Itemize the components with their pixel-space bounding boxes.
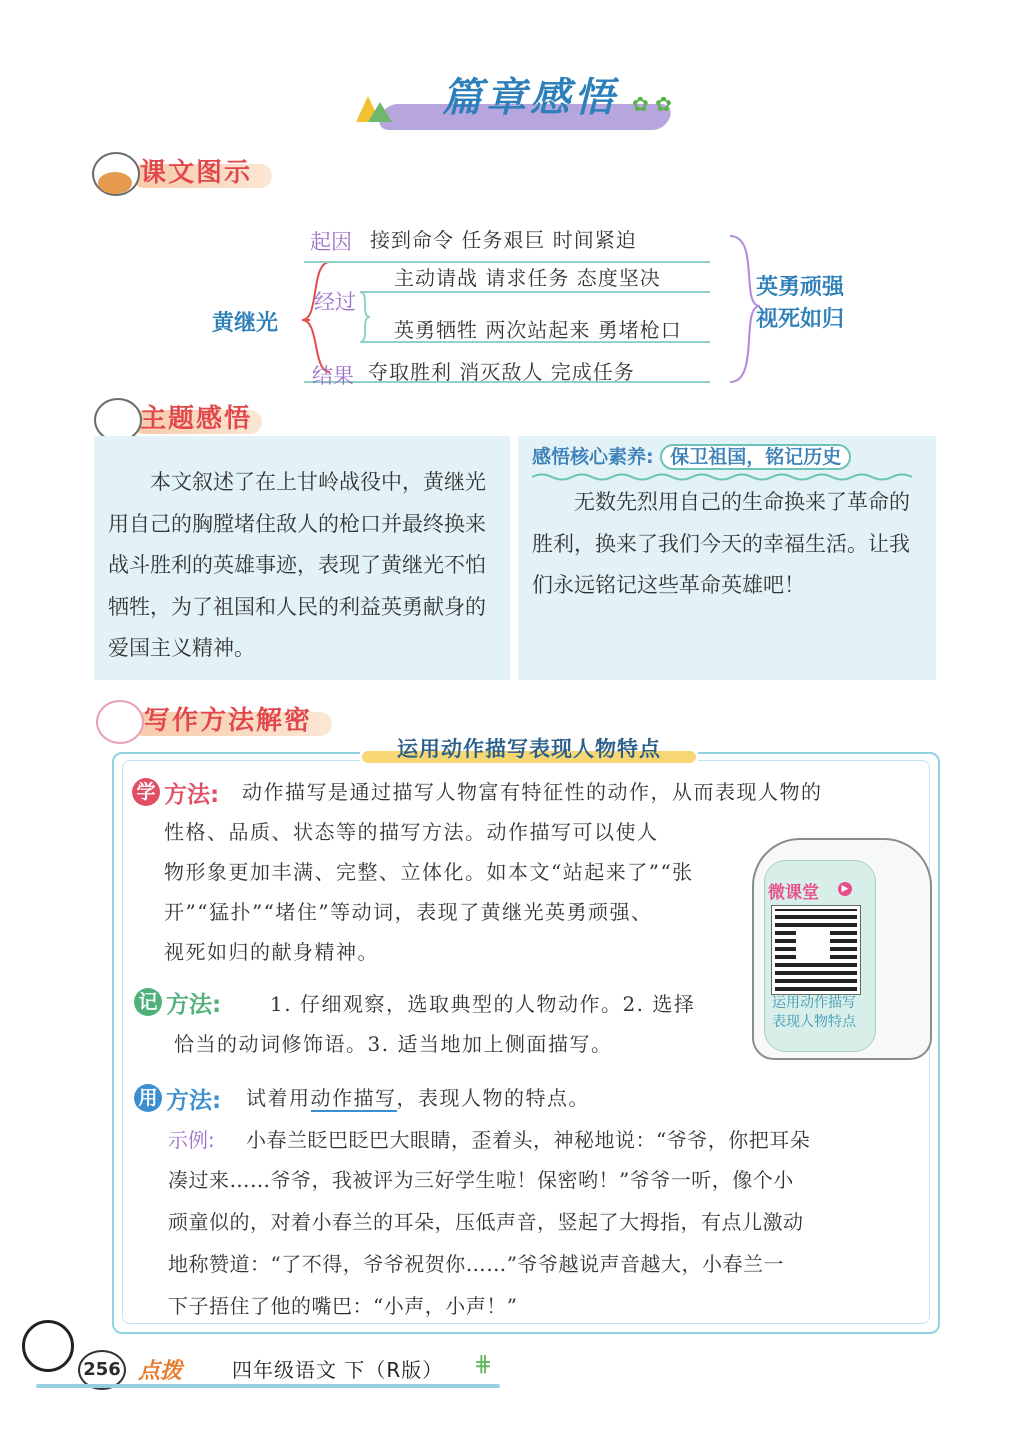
learn-text-line-4: 开”“猛扑”“堵住”等动词，表现了黄继光英勇顽强、 (164, 900, 653, 924)
example-line-5: 下子捂住了他的嘴巴：“小声，小声！” (168, 1294, 518, 1318)
learn-badge: 学 (132, 778, 160, 806)
example-line-4: 地称赞道：“了不得，爷爷祝贺你……”爷爷越说声音越大，小春兰一 (168, 1252, 784, 1276)
writing-subtitle: 运用动作描写表现人物特点 (397, 737, 661, 761)
mindmap-center: 黄继光 (212, 311, 279, 336)
section-title-writing: 写作方法解密 (144, 706, 313, 736)
use-text-keyword: 动作描写 (310, 1086, 397, 1110)
use-text-before: 试着用 (246, 1086, 311, 1110)
mindmap-label-result: 结果 (312, 364, 354, 388)
micro-class-caption: 运用动作描写表现人物特点 (772, 995, 856, 1030)
mindmap-label-cause: 起因 (310, 230, 352, 254)
section-header-theme (92, 398, 292, 438)
theme-core-box (518, 436, 936, 680)
section-title-diagram: 课文图示 (140, 158, 253, 188)
section-header-writing (92, 700, 352, 740)
section-header-diagram (92, 152, 292, 192)
use-text-after: ，表现人物的特点。 (396, 1086, 590, 1110)
bamboo-icon: ⋕ (474, 1352, 493, 1377)
core-literacy-value: 保卫祖国，铭记历史 (660, 444, 851, 470)
page-title-banner (350, 66, 710, 136)
mindmap-text-cause: 接到命令 任务艰巨 时间紧迫 (370, 228, 637, 252)
micro-class-label: 微课堂 (768, 883, 819, 903)
qr-center-avatar (796, 928, 830, 962)
book-title: 四年级语文 下（R版） (232, 1358, 444, 1382)
play-icon: ▶ (838, 882, 852, 896)
yarn-ball-icon (98, 172, 132, 194)
example-line-1: 小春兰眨巴眨巴大眼睛，歪着头，神秘地说：“爷爷，你把耳朵 (246, 1128, 811, 1152)
mindmap-label-process: 经过 (314, 290, 356, 314)
remember-badge: 记 (134, 988, 162, 1016)
remember-text-line-1: 1. 仔细观察，选取典型的人物动作。2. 选择 (270, 992, 696, 1016)
core-literacy-text: 无数先烈用自己的生命换来了革命的胜利，换来了我们今天的幸福生活。让我们永远铭记这些革命英雄吧！ (532, 490, 910, 597)
panda-mascot-icon (22, 1320, 74, 1372)
example-line-2: 凑过来……爷爷，我被评为三好学生啦！保密哟！”爷爷一听，像个小 (168, 1168, 794, 1192)
learn-text-line-2: 性格、品质、状态等的描写方法。动作描写可以使人 (164, 820, 659, 844)
mindmap-summary-line-1: 英勇顽强 (756, 275, 845, 300)
footer-line (36, 1384, 500, 1388)
mindmap-summary (756, 272, 844, 336)
snail-mascot-icon (96, 700, 144, 744)
mindmap-text-result: 夺取胜利 消灭敌人 完成任务 (368, 360, 635, 384)
learn-text-line-3: 物形象更加丰满、完整、立体化。如本文“站起来了”“张 (164, 860, 694, 884)
mindmap-text-process-1: 主动请战 请求任务 态度坚决 (394, 266, 661, 290)
page-number: 256 (78, 1350, 126, 1390)
wave-divider (532, 472, 922, 482)
theme-summary-text: 本文叙述了在上甘岭战役中，黄继光用自己的胸膛堵住敌人的枪口并最终换来战斗胜利的英雄事迹，表现了黄继光不怕牺牲，为了祖国和人民的利益英勇献身的爱国主义精神。 (108, 470, 486, 660)
remember-method-label: 方法: (166, 992, 222, 1018)
use-method-label: 方法: (166, 1088, 222, 1114)
core-literacy-heading (532, 442, 851, 469)
core-literacy-label: 感悟核心素养: (532, 446, 654, 468)
use-text (246, 1078, 590, 1118)
remember-text-line-2: 恰当的动词修饰语。3. 适当地加上侧面描写。 (174, 1032, 613, 1056)
example-label: 示例: (168, 1128, 215, 1152)
mindmap-summary-line-2: 视死如归 (756, 307, 845, 332)
learn-text-line-5: 视死如归的献身精神。 (164, 940, 379, 964)
example-line-3: 顽童似的，对着小春兰的耳朵，压低声音，竖起了大拇指，有点儿激动 (168, 1210, 804, 1234)
learn-method-label: 方法: (164, 782, 220, 808)
theme-summary-box (94, 436, 510, 680)
page-title: 篇章感悟 (442, 75, 618, 121)
brand-logo: 点拨 (138, 1359, 183, 1384)
section-title-theme: 主题感悟 (140, 404, 253, 434)
learn-text-line-1: 动作描写是通过描写人物富有特征性的动作，从而表现人物的 (242, 780, 823, 804)
mindmap-text-process-2: 英勇牺牲 两次站起来 勇堵枪口 (394, 318, 682, 342)
use-badge: 用 (134, 1084, 162, 1112)
sprout-icon: ✿ ✿ (632, 92, 672, 116)
